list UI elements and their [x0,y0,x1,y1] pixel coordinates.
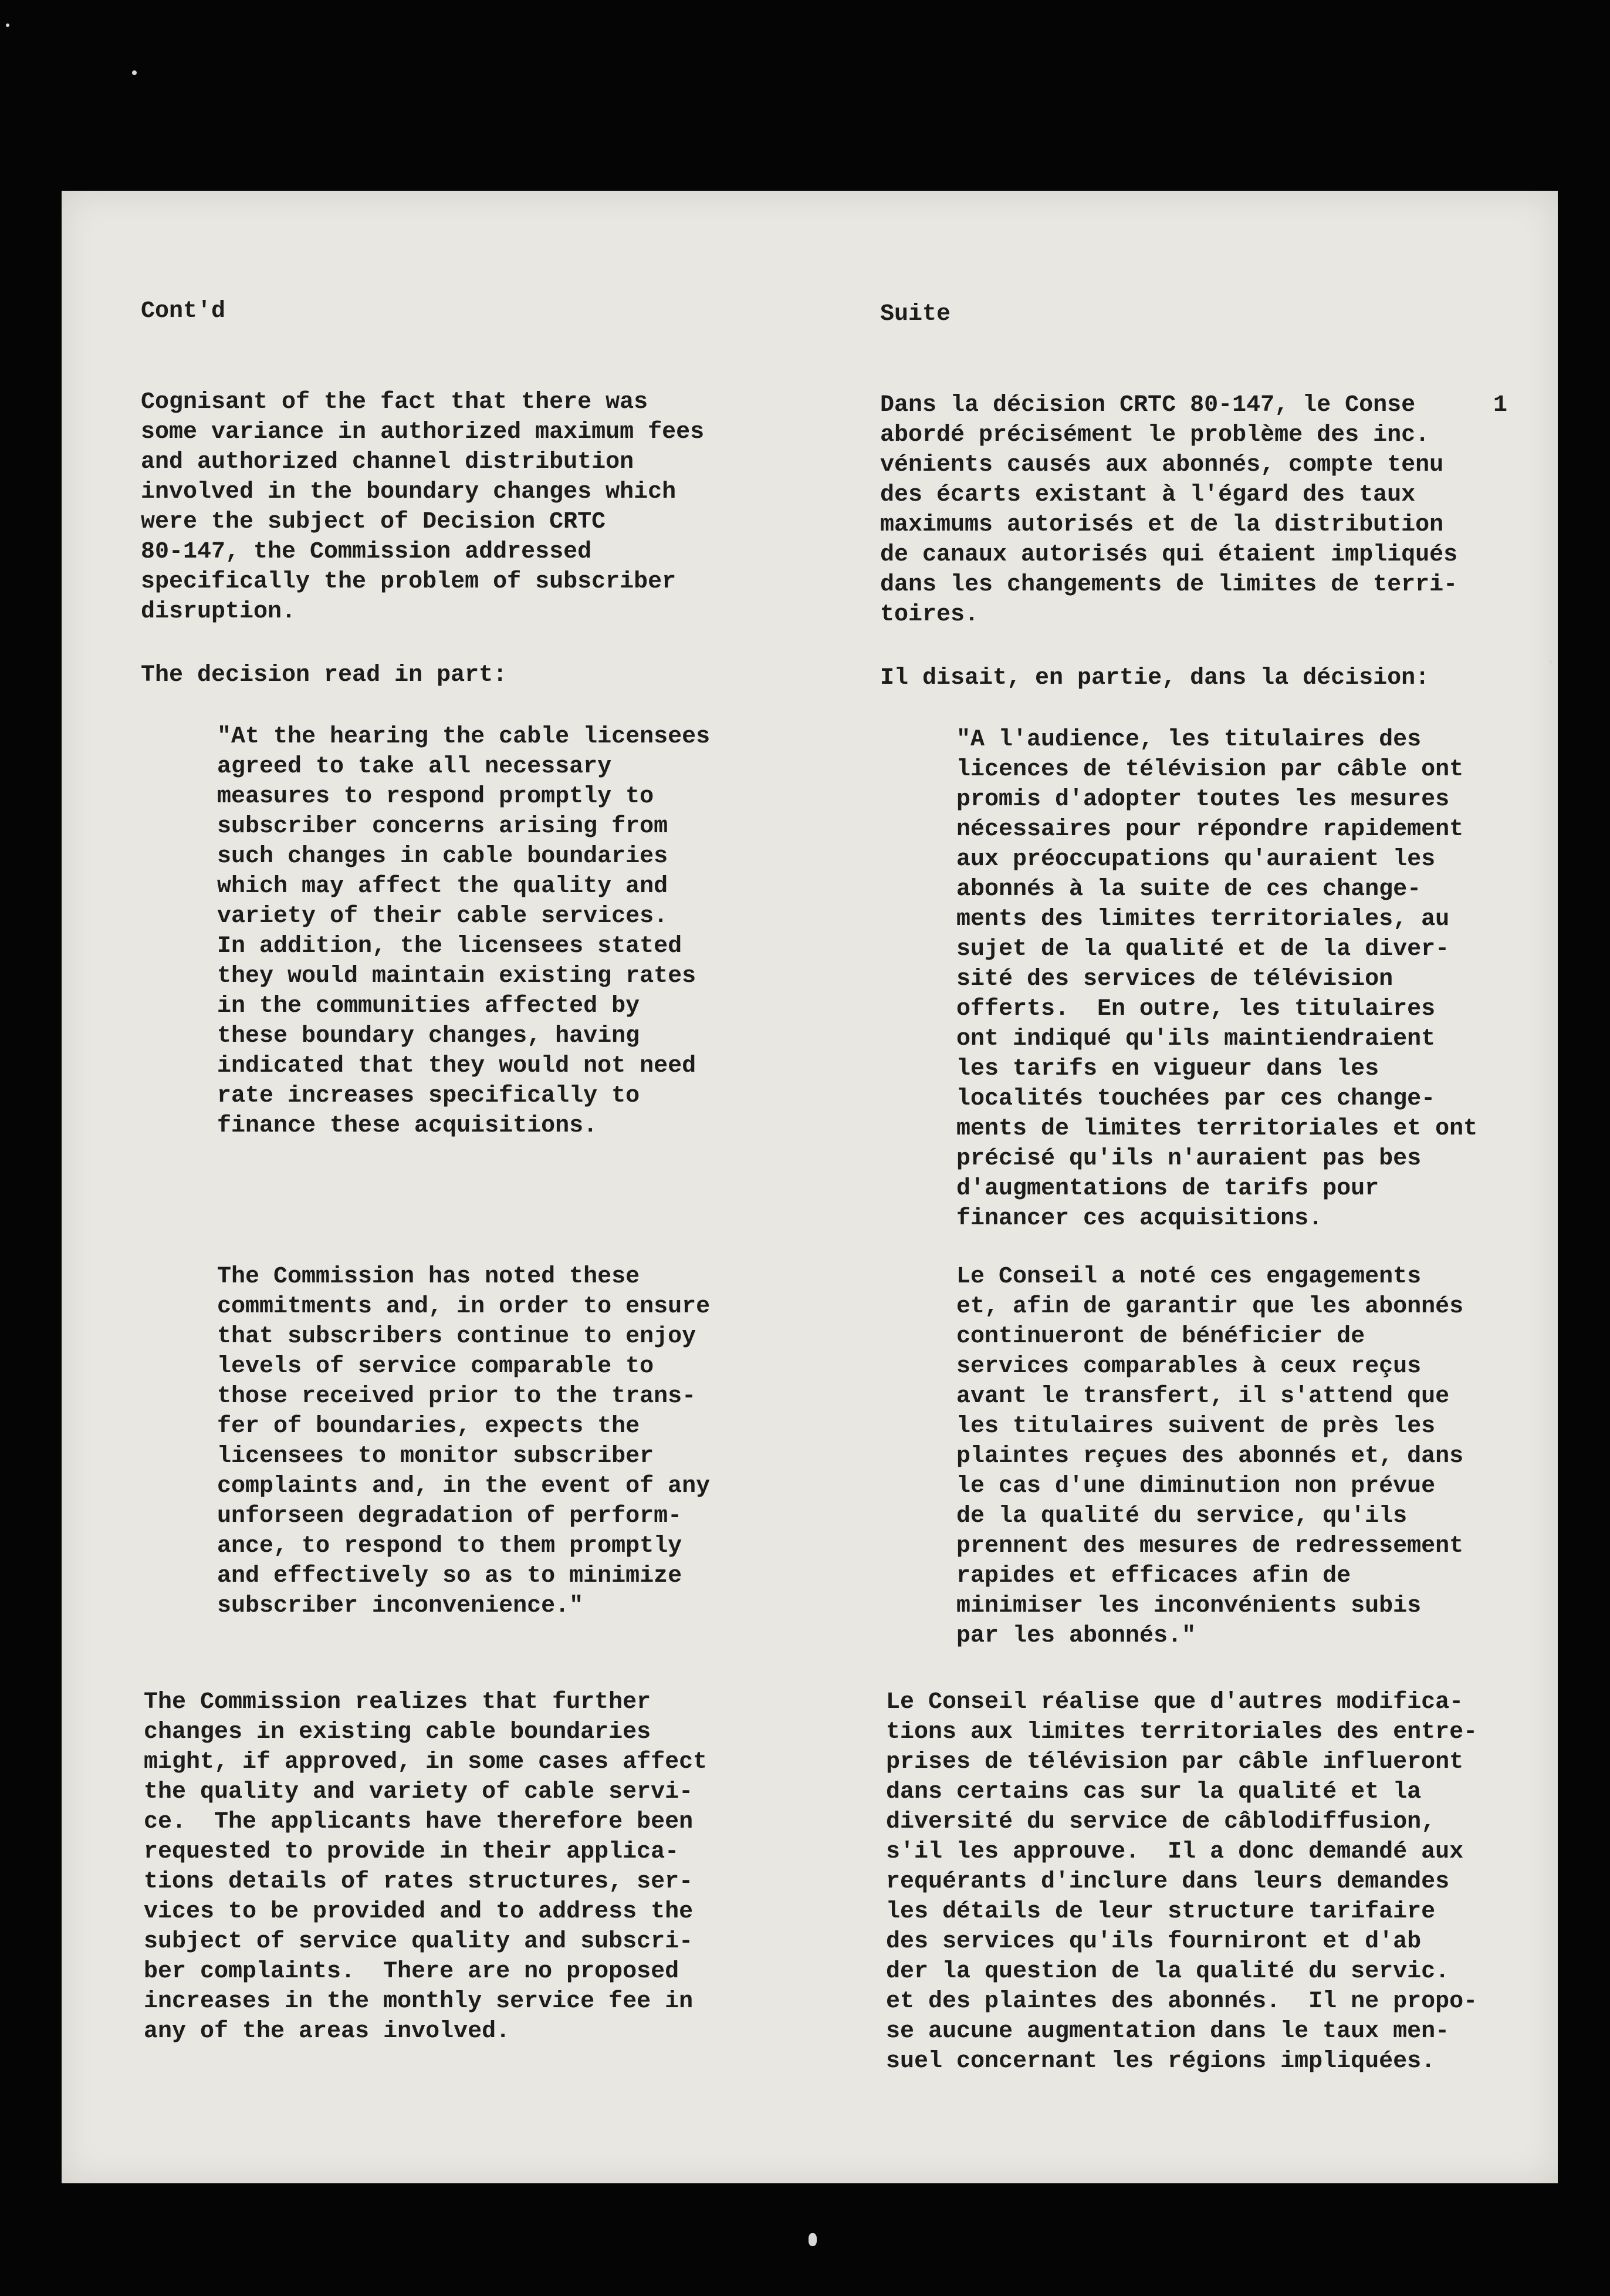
text-line: these boundary changes, having [217,1023,640,1049]
scan-speck [6,23,9,27]
text-line: licensees to monitor subscriber [217,1443,654,1470]
text-line: such changes in cable boundaries [217,843,668,870]
text-line: Il disait, en partie, dans la décision: [880,665,1430,691]
text-line: levels of service comparable to [217,1353,654,1380]
right-header: Suite [880,301,951,327]
text-line: ont indiqué qu'ils maintiendraient [956,1026,1436,1052]
text-line: de la qualité du service, qu'ils [956,1503,1408,1529]
text-line: toires. [880,602,979,628]
text-line: fer of boundaries, expects the [217,1413,640,1440]
left-paragraph-3 [144,1687,707,2047]
text-line: tions aux limites territoriales des entre- [886,1719,1478,1745]
text-line: the quality and variety of cable servi- [144,1779,694,1805]
text-line: licences de télévision par câble ont [956,757,1464,783]
text-line: agreed to take all necessary [217,754,612,780]
text-line: subject of service quality and subscri- [144,1929,694,1955]
text-line: diversité du service de câblodiffusion, [886,1809,1436,1835]
text-line: les détails de leur structure tarifaire [886,1899,1436,1925]
text-line: nécessaires pour répondre rapidement [956,816,1464,843]
text-line: Cognisant of the fact that there was [141,389,648,416]
scanned-page [62,191,1558,2183]
right-quote-2 [956,1262,1463,1651]
text-line: indicated that they would not need [217,1053,696,1079]
text-line: and authorized channel distribution [141,449,634,475]
right-paragraph-1 [880,390,1457,630]
text-line: changes in existing cable boundaries [144,1719,651,1745]
text-line: "A l'audience, les titulaires des [956,727,1422,753]
text-line: commitments and, in order to ensure [217,1294,711,1320]
right-margin-mark: 1 [1493,392,1508,418]
left-quote-2 [217,1262,710,1621]
text-line: The Commission has noted these [217,1264,640,1290]
text-line: specifically the problem of subscriber [141,569,677,595]
text-line: Dans la décision CRTC 80-147, le Conse [880,392,1416,418]
text-line: s'il les approuve. Il a donc demandé aux [886,1839,1464,1865]
text-line: localités touchées par ces change- [956,1086,1436,1112]
text-line: Le Conseil réalise que d'autres modifica- [886,1689,1464,1716]
right-quote-1 [956,725,1477,1234]
scan-speck [809,2233,817,2246]
text-line: some variance in authorized maximum fees [141,419,705,445]
text-line: abonnés à la suite de ces change- [956,876,1422,903]
scan-speck [132,70,137,75]
text-line: de canaux autorisés qui étaient impliqués [880,542,1458,568]
text-line: ance, to respond to them promptly [217,1533,682,1559]
text-line: les tarifs en vigueur dans les [956,1056,1379,1082]
text-line: promis d'adopter toutes les mesures [956,786,1450,813]
text-line: ce. The applicants have therefore been [144,1809,694,1835]
left-header: Cont'd [141,298,226,325]
left-quote-1 [217,722,710,1141]
scan-speck [1549,660,1552,664]
text-line: requérants d'inclure dans leurs demandes [886,1869,1450,1895]
text-line: were the subject of Decision CRTC [141,509,606,535]
text-line: des écarts existant à l'égard des taux [880,482,1416,508]
text-line: ments des limites territoriales, au [956,906,1450,933]
text-line: services comparables à ceux reçus [956,1353,1422,1380]
right-paragraph-3 [886,1687,1477,2076]
text-line: increases in the monthly service fee in [144,1988,694,2015]
text-line: et des plaintes des abonnés. Il ne propo- [886,1988,1478,2015]
text-line: measures to respond promptly to [217,784,654,810]
text-line: der la question de la qualité du servic. [886,1959,1450,1985]
text-line: sujet de la qualité et de la diver- [956,936,1450,963]
text-line: suel concernant les régions impliquées. [886,2048,1436,2075]
text-line: ber complaints. There are no proposed [144,1959,679,1985]
text-line: financer ces acquisitions. [956,1206,1323,1232]
text-line: "At the hearing the cable licensees [217,724,711,750]
text-line: se aucune augmentation dans le taux men- [886,2018,1450,2045]
text-line: unforseen degradation of perform- [217,1503,682,1529]
text-line: in the communities affected by [217,993,640,1019]
text-line: which may affect the quality and [217,873,668,900]
text-line: 80-147, the Commission addressed [141,539,592,565]
text-line: prennent des mesures de redressement [956,1533,1464,1559]
left-paragraph-2 [141,660,507,690]
text-line: par les abonnés." [956,1623,1196,1649]
text-line: sité des services de télévision [956,966,1393,992]
text-line: continueront de bénéficier de [956,1323,1365,1350]
text-line: d'augmentations de tarifs pour [956,1176,1379,1202]
text-line: les titulaires suivent de près les [956,1413,1436,1440]
text-line: requested to provide in their applica- [144,1839,679,1865]
text-line: The Commission realizes that further [144,1689,651,1716]
text-line: avant le transfert, il s'attend que [956,1383,1450,1410]
text-line: ments de limites territoriales et ont [956,1116,1478,1142]
text-line: and effectively so as to minimize [217,1563,682,1589]
text-line: dans certains cas sur la qualité et la [886,1779,1422,1805]
text-line: Le Conseil a noté ces engagements [956,1264,1422,1290]
text-line: vénients causés aux abonnés, compte tenu [880,452,1444,478]
text-line: involved in the boundary changes which [141,479,677,505]
text-line: prises de télévision par câble influeront [886,1749,1464,1775]
text-line: that subscribers continue to enjoy [217,1323,696,1350]
text-line: minimiser les inconvénients subis [956,1593,1422,1619]
text-line: plaintes reçues des abonnés et, dans [956,1443,1464,1470]
text-line: rate increases specifically to [217,1083,640,1109]
text-line: disruption. [141,599,296,625]
text-line: they would maintain existing rates [217,963,696,990]
text-line: offerts. En outre, les titulaires [956,996,1436,1022]
text-line: aux préoccupations qu'auraient les [956,846,1436,873]
left-paragraph-1 [141,387,704,627]
text-line: abordé précisément le problème des inc. [880,422,1430,448]
text-line: maximums autorisés et de la distribution [880,512,1444,538]
text-line: des services qu'ils fourniront et d'ab [886,1929,1422,1955]
text-line: rapides et efficaces afin de [956,1563,1351,1589]
text-line: those received prior to the trans- [217,1383,696,1410]
text-line: complaints and, in the event of any [217,1473,711,1500]
text-line: subscriber concerns arising from [217,813,668,840]
text-line: dans les changements de limites de terri- [880,572,1458,598]
text-line: vices to be provided and to address the [144,1899,694,1925]
text-line: variety of their cable services. [217,903,668,930]
right-paragraph-2 [880,663,1429,693]
text-line: finance these acquisitions. [217,1113,598,1139]
text-line: any of the areas involved. [144,2018,510,2045]
text-line: tions details of rates structures, ser- [144,1869,694,1895]
text-line: et, afin de garantir que les abonnés [956,1294,1464,1320]
text-line: might, if approved, in some cases affect [144,1749,708,1775]
text-line: In addition, the licensees stated [217,933,682,960]
text-line: le cas d'une diminution non prévue [956,1473,1436,1500]
text-line: subscriber inconvenience." [217,1593,584,1619]
text-line: The decision read in part: [141,662,508,688]
text-line: précisé qu'ils n'auraient pas bes [956,1146,1422,1172]
